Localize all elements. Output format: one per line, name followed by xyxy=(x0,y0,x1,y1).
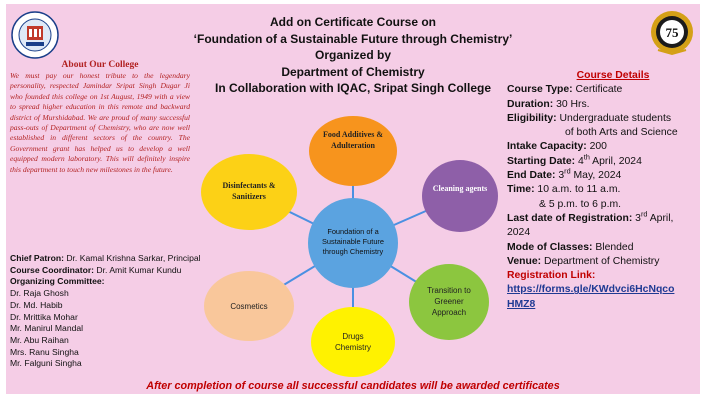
last-date-label: Last date of Registration: xyxy=(507,212,633,224)
end-date: 3rd May, 2024 xyxy=(558,166,622,182)
topics-diagram xyxy=(188,116,503,378)
label-disinfectants: Disinfectants & Sanitizers xyxy=(222,181,276,201)
details-title: Course Details xyxy=(576,70,650,81)
node-cleaning-agents xyxy=(422,160,498,232)
committee-label: Organizing Committee: xyxy=(10,276,105,287)
about-section xyxy=(10,60,190,175)
mode: Blended xyxy=(595,241,634,253)
intake-label: Intake Capacity: xyxy=(507,141,587,153)
committee-member: Dr. Md. Habib xyxy=(10,299,63,310)
course-type-label: Course Type: xyxy=(507,84,573,96)
label-drugs-chemistry: Drugs Chemistry xyxy=(334,332,371,352)
organizers xyxy=(10,253,210,370)
intake: 200 xyxy=(589,141,607,153)
registration-link[interactable] xyxy=(507,284,674,309)
start-date-label: Starting Date: xyxy=(507,155,576,167)
last-date: 3rd April, 2024 xyxy=(507,209,674,239)
venue-label: Venue: xyxy=(507,255,542,267)
committee-member: Mr. Falguni Singha xyxy=(10,358,82,369)
about-text: We must pay our honest tribute to the legendary personality, respected Jamindar Sripat Singh Dugar Ji who founded this college on 1st August, 1949 with a view to spread higher education in this remote and backward district of Murshidabad. We are proud of many successful pass-outs of Department of Chemistry, who are now well established in different sectors of the country. The Government grant has helped us to develop a well equipped modern laboratory. This will definitely inspire this department to touch new milestones in the future. xyxy=(10,71,190,174)
header-course-title: ‘Foundation of a Sustainable Future through Chemistry’ xyxy=(193,31,513,46)
start-date: 4th April, 2024 xyxy=(578,152,642,167)
registration-link-part-2: HMZ8 xyxy=(507,298,536,310)
registration-label: Registration Link: xyxy=(507,270,596,282)
coordinator: Dr. Amit Kumar Kundu xyxy=(96,264,182,275)
course-details xyxy=(507,69,699,312)
chief-patron: Dr. Kamal Krishna Sarkar, Principal xyxy=(66,253,201,263)
mode-label: Mode of Classes: xyxy=(507,241,593,253)
node-food-additives xyxy=(309,116,397,186)
footer-note: After completion of course all successful candidates will be awarded certificates xyxy=(146,380,560,392)
chief-patron-label: Chief Patron: xyxy=(10,253,64,263)
anniversary-number: 75 xyxy=(665,25,679,40)
time-label: Time: xyxy=(507,184,535,196)
label-greener-approach: Transition to Greener Approach xyxy=(427,286,471,317)
committee-member: Dr. Raja Ghosh xyxy=(10,288,69,299)
committee-member: Mr. Abu Raihan xyxy=(10,334,69,345)
eligibility-cont: of both Arts and Science xyxy=(565,127,678,139)
label-center: Foundation of a Sustainable Future through Chemistry xyxy=(321,227,385,256)
label-cosmetics: Cosmetics xyxy=(230,302,268,311)
eligibility: Undergraduate students xyxy=(559,112,672,124)
duration: 30 Hrs. xyxy=(556,98,590,110)
header-department: Department of Chemistry xyxy=(281,64,425,79)
committee-member: Mrs. Ranu Singha xyxy=(10,346,79,357)
committee-member: Dr. Mrittika Mohar xyxy=(10,311,78,322)
header-line-1: Add on Certificate Course on xyxy=(269,15,436,29)
duration-label: Duration: xyxy=(507,98,554,110)
committee-member: Mr. Manirul Mandal xyxy=(10,323,84,334)
end-date-label: End Date: xyxy=(507,170,556,182)
about-title: About Our College xyxy=(61,60,139,70)
time-slot-2: & 5 p.m. to 6 p.m. xyxy=(539,198,622,210)
label-cleaning-agents: Cleaning agents xyxy=(432,184,488,193)
course-type: Certificate xyxy=(575,84,623,96)
header-collaboration: In Collaboration with IQAC, Sripat Singh College xyxy=(214,81,491,95)
time-slot-1: 10 a.m. to 11 a.m. xyxy=(537,184,621,196)
venue: Department of Chemistry xyxy=(543,255,660,267)
coordinator-label: Course Coordinator: xyxy=(10,264,95,275)
poster xyxy=(6,4,700,394)
label-food-additives: Food Additives & Adulteration xyxy=(322,130,383,150)
eligibility-label: Eligibility: xyxy=(507,112,557,124)
registration-link-part-1: https://forms.gle/KWdvci6HcNqco xyxy=(507,284,675,296)
header-line-3: Organized by xyxy=(314,48,391,62)
